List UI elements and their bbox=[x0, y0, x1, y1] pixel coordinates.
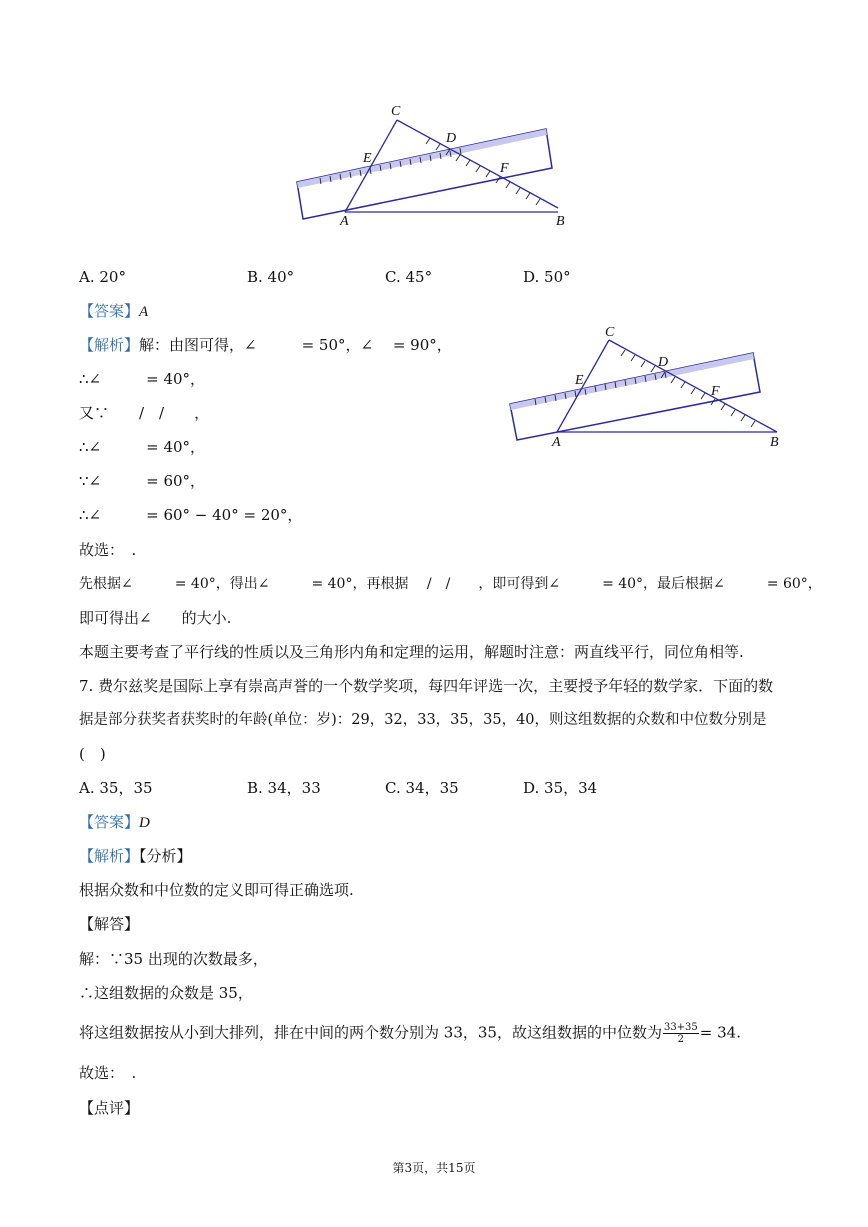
fraction-denominator: 2 bbox=[677, 1034, 685, 1045]
q7-review-tag: 【点评】 bbox=[79, 1099, 140, 1117]
q7-option-a: A. 35，35 bbox=[79, 779, 153, 797]
svg-text:E: E bbox=[575, 373, 584, 388]
q7-answer-value: D bbox=[139, 815, 150, 831]
analysis-line-7: 故选： . bbox=[79, 541, 137, 559]
q7-option-b: B. 34，33 bbox=[247, 779, 321, 797]
answer-value: A bbox=[139, 304, 149, 320]
q7-option-d: D. 35，34 bbox=[523, 779, 598, 797]
page-footer: 第3页，共15页 bbox=[392, 1161, 476, 1175]
analysis-line-2: ∴∠ = 40°， bbox=[79, 370, 206, 388]
q7-analysis-header bbox=[79, 846, 192, 866]
analysis-text-1: 解：由图可得，∠ = 50°，∠ = 90°， bbox=[139, 336, 452, 354]
svg-text:D: D bbox=[658, 355, 669, 370]
option-a: A. 20° bbox=[79, 268, 126, 286]
q7-solve-line-2: ∴这组数据的众数是 35， bbox=[79, 984, 253, 1002]
geometry-figure-top bbox=[290, 100, 580, 230]
q7-solve-line-3 bbox=[79, 1022, 741, 1045]
analysis-line-10: 本题主要考查了平行线的性质以及三角形内角和定理的运用，解题时注意：两直线平行，同位角相等. bbox=[79, 643, 744, 661]
svg-text:B: B bbox=[556, 214, 565, 229]
analysis-line-5: ∵∠ = 60°， bbox=[79, 472, 206, 490]
svg-text:E: E bbox=[363, 151, 372, 166]
q7-choose-line: 故选： . bbox=[79, 1064, 137, 1082]
answer-line bbox=[79, 301, 148, 322]
svg-text:A: A bbox=[552, 435, 561, 450]
option-d: D. 50° bbox=[523, 268, 571, 286]
answer-tag: 【答案】 bbox=[79, 302, 140, 320]
q7-stem-line-2: 据是部分获奖者获奖时的年龄(单位：岁)：29，32，33，35，35，40，则这组数据的众数和中位数分别是 bbox=[79, 712, 767, 728]
svg-text:A: A bbox=[340, 214, 349, 229]
svg-text:B: B bbox=[770, 435, 779, 450]
analysis-line-1 bbox=[79, 335, 452, 355]
analysis-line-6: ∴∠ = 60° − 40° = 20°， bbox=[79, 506, 303, 524]
q7-analysis-line-1: 根据众数和中位数的定义即可得正确选项. bbox=[79, 881, 354, 899]
q7-analysis-tag: 【解析】 bbox=[79, 847, 140, 865]
fraction-numerator: 33+35 bbox=[663, 1022, 698, 1033]
q7-answer-line bbox=[79, 812, 150, 833]
svg-text:D: D bbox=[446, 131, 457, 146]
analysis-line-4: ∴∠ = 40°， bbox=[79, 438, 206, 456]
analysis-line-3: 又∵ / / ， bbox=[79, 404, 210, 422]
q7-solve-result: = 34. bbox=[699, 1023, 741, 1042]
q7-solve-tag: 【解答】 bbox=[79, 915, 140, 933]
svg-text:C: C bbox=[605, 325, 615, 340]
q7-solve-line-1: 解：∵35 出现的次数最多， bbox=[79, 950, 268, 968]
svg-text:F: F bbox=[500, 161, 509, 176]
option-b: B. 40° bbox=[247, 268, 295, 286]
q7-option-c: C. 34，35 bbox=[385, 779, 459, 797]
q7-analysis-sub: 【分析】 bbox=[139, 847, 192, 865]
analysis-tag: 【解析】 bbox=[79, 336, 140, 354]
option-c: C. 45° bbox=[385, 268, 433, 286]
geometry-figure-right bbox=[505, 322, 795, 452]
analysis-line-8: 先根据∠ = 40°，得出∠ = 40°，再根据 / / ，即可得到∠ = 40°，最后根据∠ = 60°， bbox=[79, 576, 822, 592]
q7-stem-line-1: 7. 费尔兹奖是国际上享有崇高声誉的一个数学奖项，每四年评选一次，主要授予年轻的数学家．下面的数 bbox=[79, 677, 774, 695]
q7-solve-text: 将这组数据按从小到大排列，排在中间的两个数分别为 33，35，故这组数据的中位数为 bbox=[79, 1023, 662, 1042]
svg-text:F: F bbox=[711, 384, 720, 399]
svg-text:C: C bbox=[391, 104, 401, 119]
q7-stem-line-3: ( ) bbox=[79, 745, 106, 763]
q7-answer-tag: 【答案】 bbox=[79, 813, 140, 831]
median-fraction bbox=[663, 1022, 699, 1045]
analysis-line-9: 即可得出∠ 的大小. bbox=[79, 609, 232, 627]
